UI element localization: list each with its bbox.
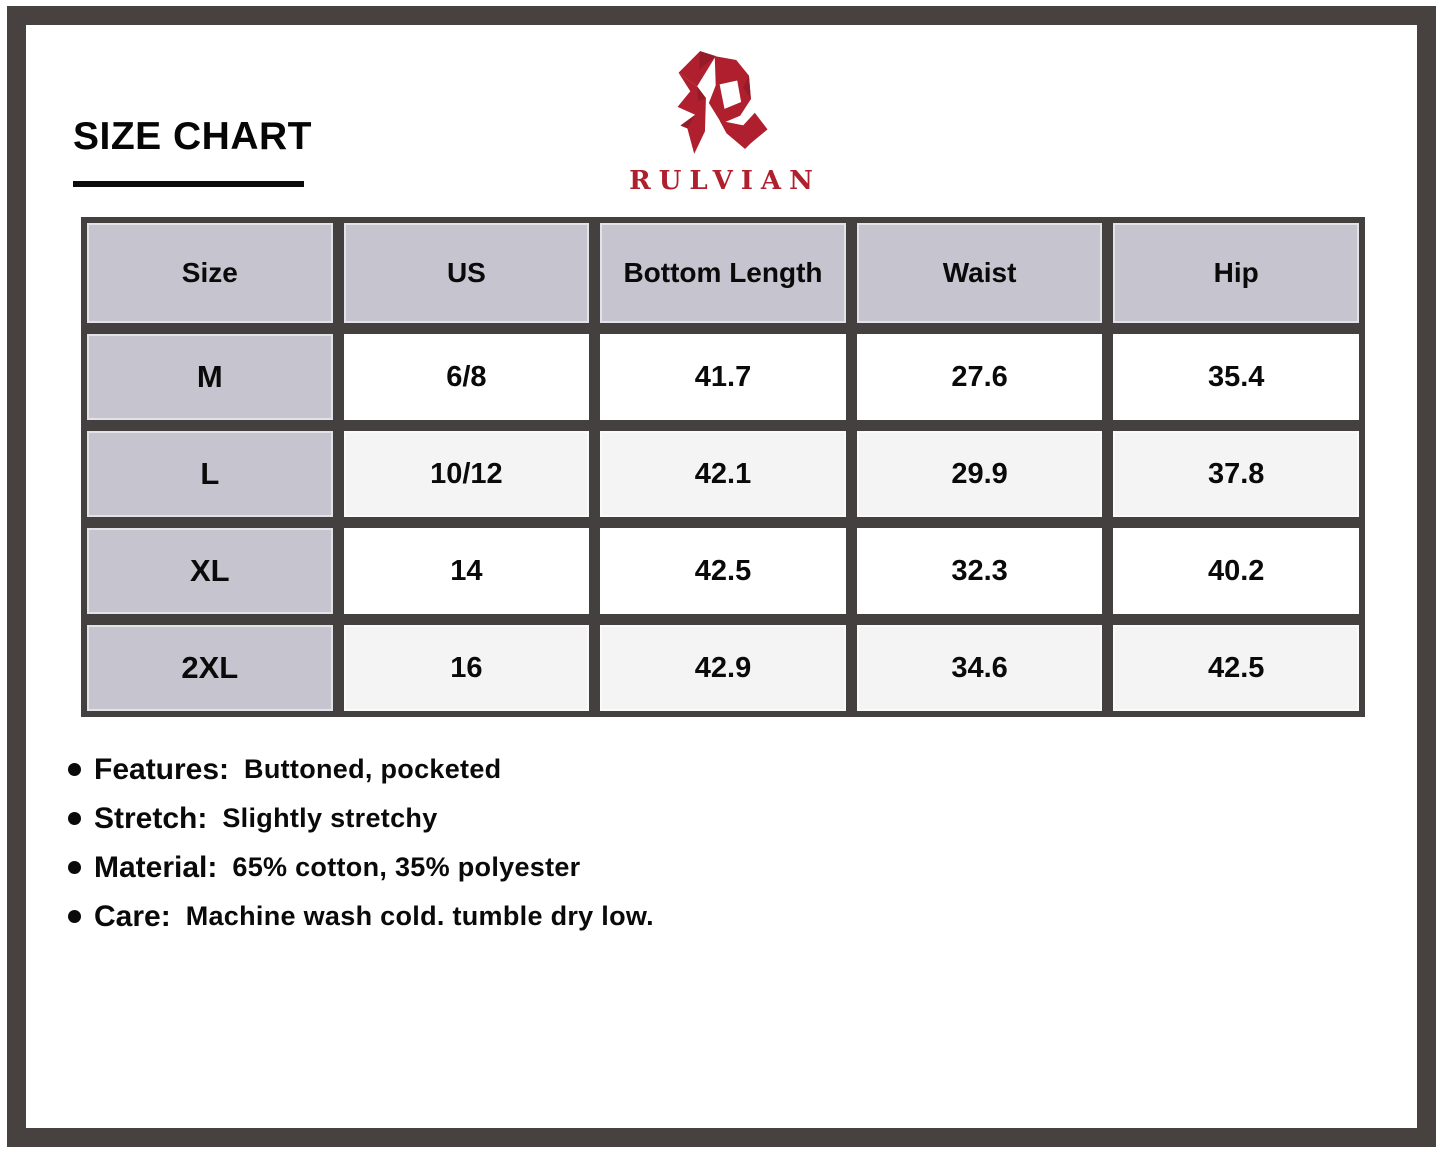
row-xl-us: 14 (344, 528, 590, 614)
row-l-hip: 37.8 (1113, 431, 1359, 517)
detail-stretch (68, 794, 654, 843)
rulvian-r-monogram-icon (659, 40, 791, 166)
row-xl-waist: 32.3 (857, 528, 1103, 614)
row-2xl-bottom-length: 42.9 (600, 625, 846, 711)
detail-value: Slightly stretchy (222, 803, 438, 833)
row-2xl-us: 16 (344, 625, 590, 711)
size-table (81, 217, 1365, 717)
row-m-us: 6/8 (344, 334, 590, 420)
page-title: SIZE CHART (73, 115, 312, 158)
detail-label: Stretch: (94, 801, 208, 835)
bullet-icon (68, 812, 81, 825)
detail-label: Care: (94, 899, 171, 933)
row-xl-bottom-length: 42.5 (600, 528, 846, 614)
detail-care (68, 892, 654, 941)
col-header-bottom-length: Bottom Length (600, 223, 846, 323)
bullet-icon (68, 763, 81, 776)
row-m-waist: 27.6 (857, 334, 1103, 420)
bullet-icon (68, 861, 81, 874)
row-l-waist: 29.9 (857, 431, 1103, 517)
col-header-us: US (344, 223, 590, 323)
row-2xl-size: 2XL (87, 625, 333, 711)
detail-material (68, 843, 654, 892)
detail-value: 65% cotton, 35% polyester (232, 852, 581, 882)
title-underline (73, 181, 304, 187)
row-2xl-waist: 34.6 (857, 625, 1103, 711)
row-m-hip: 35.4 (1113, 334, 1359, 420)
brand-block (585, 40, 865, 196)
row-l-size: L (87, 431, 333, 517)
detail-label: Material: (94, 850, 218, 884)
detail-value: Buttoned, pocketed (244, 754, 502, 784)
col-header-waist: Waist (857, 223, 1103, 323)
row-xl-size: XL (87, 528, 333, 614)
detail-label: Features: (94, 752, 230, 786)
brand-wordmark: RULVIAN (629, 166, 821, 196)
row-xl-hip: 40.2 (1113, 528, 1359, 614)
row-m-bottom-length: 41.7 (600, 334, 846, 420)
row-2xl-hip: 42.5 (1113, 625, 1359, 711)
bullet-icon (68, 910, 81, 923)
detail-list (68, 745, 654, 941)
row-l-us: 10/12 (344, 431, 590, 517)
col-header-hip: Hip (1113, 223, 1359, 323)
col-header-size: Size (87, 223, 333, 323)
detail-value: Machine wash cold. tumble dry low. (185, 901, 654, 931)
row-m-size: M (87, 334, 333, 420)
detail-features (68, 745, 654, 794)
row-l-bottom-length: 42.1 (600, 431, 846, 517)
